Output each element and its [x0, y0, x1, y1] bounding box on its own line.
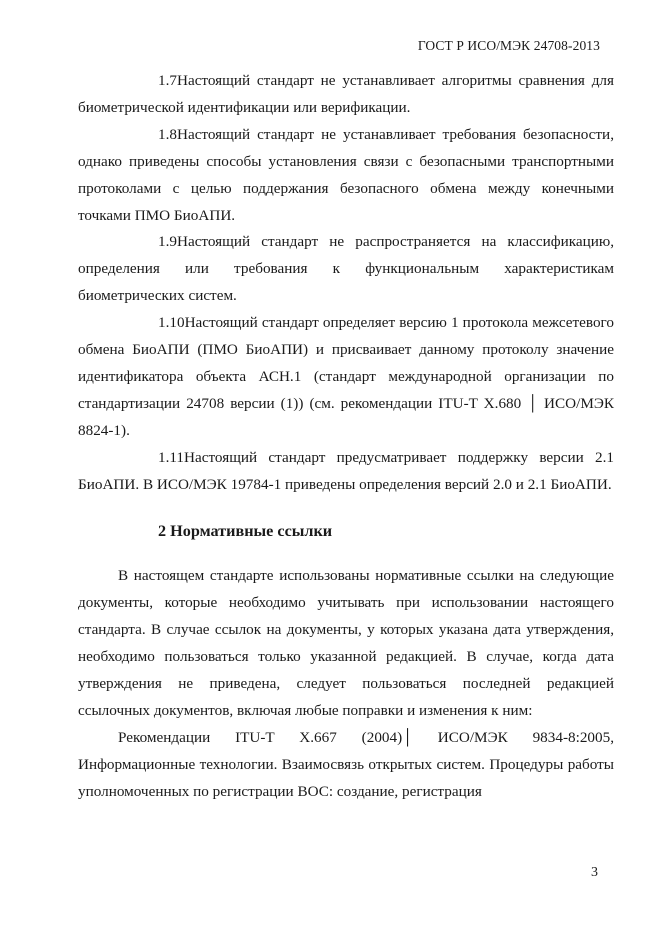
- body-text: [78, 68, 614, 806]
- paragraph-1-11: [78, 445, 614, 499]
- section-number: 2: [158, 521, 167, 540]
- page-header-doc-id: ГОСТ Р ИСО/МЭК 24708-2013: [417, 38, 600, 53]
- clause-number: 1.7: [158, 72, 177, 89]
- paragraph-1-7: [78, 68, 614, 122]
- section-paragraph-text: В настоящем стандарте использованы нормативные ссылки на следующие документы, которые необходимо учитывать при использовании настоящего стандарта. В случае ссылок на документы, у которых указана дата утверждения, необходимо пользоваться только указанной редакцией. В случае, когда дата утверждения не приведена, следует пользоваться последней редакцией ссылочных документов, включая любые поправки и изменения к ним:: [78, 567, 614, 719]
- paragraph-1-10: [78, 310, 614, 445]
- clause-number: 1.10: [158, 314, 185, 332]
- clause-text: Настоящий стандарт предусматривает поддержку версии 2.1 БиоАПИ. В ИСО/МЭК 19784-1 приведены определения версий 2.0 и 2.1 БиоАПИ.: [78, 448, 614, 493]
- clause-number: 1.9: [158, 233, 177, 251]
- paragraph-1-8: [78, 122, 614, 230]
- page-number: 3: [591, 865, 598, 880]
- section-paragraph-reference: [78, 725, 614, 806]
- clause-text: Настоящий стандарт определяет версию 1 протокола межсетевого обмена БиоАПИ (ПМО БиоАПИ) и присваивает данному протоколу значение идентификатора объекта АСН.1 (стандарт международной организации по стандартизации 24708 версии (1)) (см. рекомендации ITU-T X.680 │ ИСО/МЭК 8824-1).: [78, 314, 614, 439]
- section-paragraph-intro: [78, 563, 614, 724]
- section-title: Нормативные ссылки: [170, 521, 333, 540]
- clause-text: Настоящий стандарт не устанавливает требования безопасности, однако приведены способы установления связи с безопасными транспортными протоколами с целью поддержания безопасного обмена между конечными точками ПМО БиоАПИ.: [78, 125, 614, 224]
- clause-number: 1.11: [158, 448, 185, 466]
- clause-text: Настоящий стандарт не устанавливает алгоритмы сравнения для биометрической идентификации или верификации.: [78, 72, 614, 116]
- clause-text: Настоящий стандарт не распространяется на классификацию, определения или требования к функциональным характеристикам биометрических систем.: [78, 233, 614, 305]
- clause-number: 1.8: [158, 125, 177, 143]
- section-heading: [78, 518, 614, 545]
- paragraph-1-9: [78, 229, 614, 310]
- section-paragraph-text: Рекомендации ITU-T X.667 (2004)│ ИСО/МЭК 9834-8:2005, Информационные технологии. Взаимосвязь открытых систем. Процедуры работы уполномоченных по регистрации ВОС: создание, регистрация: [78, 728, 614, 800]
